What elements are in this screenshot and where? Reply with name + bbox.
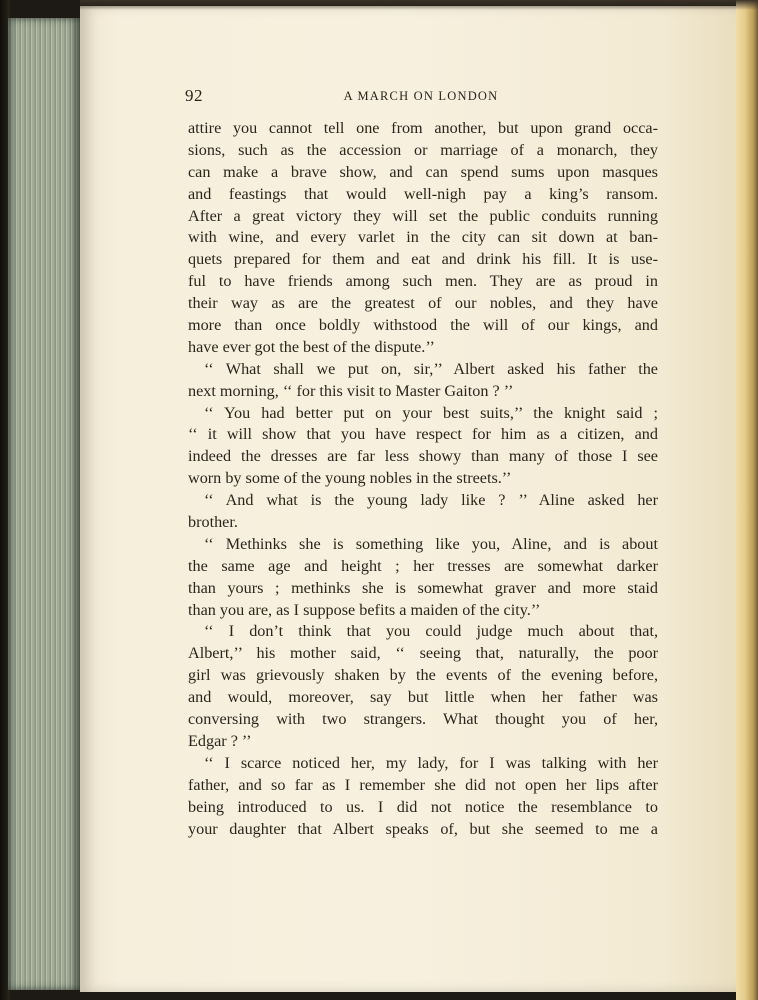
page-number: 92: [185, 86, 203, 105]
text-line: ful to have friends among such men. They are as proud in: [188, 272, 658, 291]
text-line: girl was grievously shaken by the events of the evening before,: [188, 666, 658, 685]
page-right-edge: [736, 0, 758, 1000]
text-line: ‘‘ I don’t think that you could judge much about that,: [204, 622, 658, 641]
running-head: A MARCH ON LONDON: [343, 89, 499, 103]
text-line: your daughter that Albert speaks of, but she seemed to me a: [188, 819, 658, 838]
text-line: can make a brave show, and can spend sums upon masques: [188, 162, 658, 181]
text-line: being introduced to us. I did not notice the resemblance to: [188, 797, 658, 816]
text-line: After a great victory they will set the public conduits running: [188, 206, 658, 225]
paragraph: [188, 490, 658, 534]
paragraph: [188, 403, 658, 491]
paragraph: [188, 753, 658, 841]
text-line: Albert,’’ his mother said, ‘‘ seeing that, naturally, the poor: [188, 644, 658, 663]
text-line: than you are, as I suppose befits a maiden of the city.’’: [188, 600, 541, 619]
text-line: ‘‘ I scarce noticed her, my lady, for I was talking with her: [204, 753, 658, 772]
text-line: ‘‘ Methinks she is something like you, Aline, and is about: [204, 534, 658, 553]
text-line: ‘‘ What shall we put on, sir,’’ Albert asked his father the: [204, 359, 658, 378]
text-line: than yours ; methinks she is somewhat graver and more staid: [188, 578, 658, 597]
text-line: and feastings that would well-nigh pay a king’s ransom.: [188, 184, 658, 203]
text-line: conversing with two strangers. What thought you of her,: [188, 710, 658, 729]
text-line: father, and so far as I remember she did not open her lips after: [188, 775, 658, 794]
text-line: their way as are the greatest of our nobles, and they have: [188, 294, 658, 313]
text-line: more than once boldly withstood the will of our kings, and: [188, 316, 658, 335]
text-line: attire you cannot tell one from another, but upon grand occa-: [188, 119, 658, 137]
text-line: with wine, and every varlet in the city can sit down at ban-: [188, 228, 658, 247]
page-edges: [8, 18, 82, 990]
text-line: ‘‘ And what is the young lady like ? ’’ Aline asked her: [204, 491, 658, 510]
text-line: ‘‘ it will show that you have respect for him as a citizen, and: [188, 425, 658, 444]
text-line: indeed the dresses are far less showy than many of those I see: [188, 447, 658, 466]
text-line: quets prepared for them and eat and drink his fill. It is use-: [188, 250, 658, 269]
body-text: [188, 118, 658, 840]
text-line: Edgar ? ’’: [188, 731, 252, 750]
text-line: worn by some of the young nobles in the streets.’’: [188, 469, 512, 488]
text-line: brother.: [188, 513, 238, 532]
text-line: sions, such as the accession or marriage of a monarch, they: [188, 140, 658, 159]
paragraph: [188, 621, 658, 752]
text-line: the same age and height ; her tresses are somewhat darker: [188, 556, 658, 575]
page-header: [185, 86, 657, 108]
paragraph: [188, 359, 658, 403]
text-line: ‘‘ You had better put on your best suits,’’ the knight said ;: [204, 403, 658, 422]
paragraph: [188, 118, 658, 359]
text-line: have ever got the best of the dispute.’’: [188, 337, 435, 356]
top-shadow: [80, 0, 758, 10]
text-line: and would, moreover, say but little when her father was: [188, 688, 658, 707]
text-line: next morning, ‘‘ for this visit to Master Gaiton ? ’’: [188, 381, 514, 400]
paragraph: [188, 534, 658, 622]
